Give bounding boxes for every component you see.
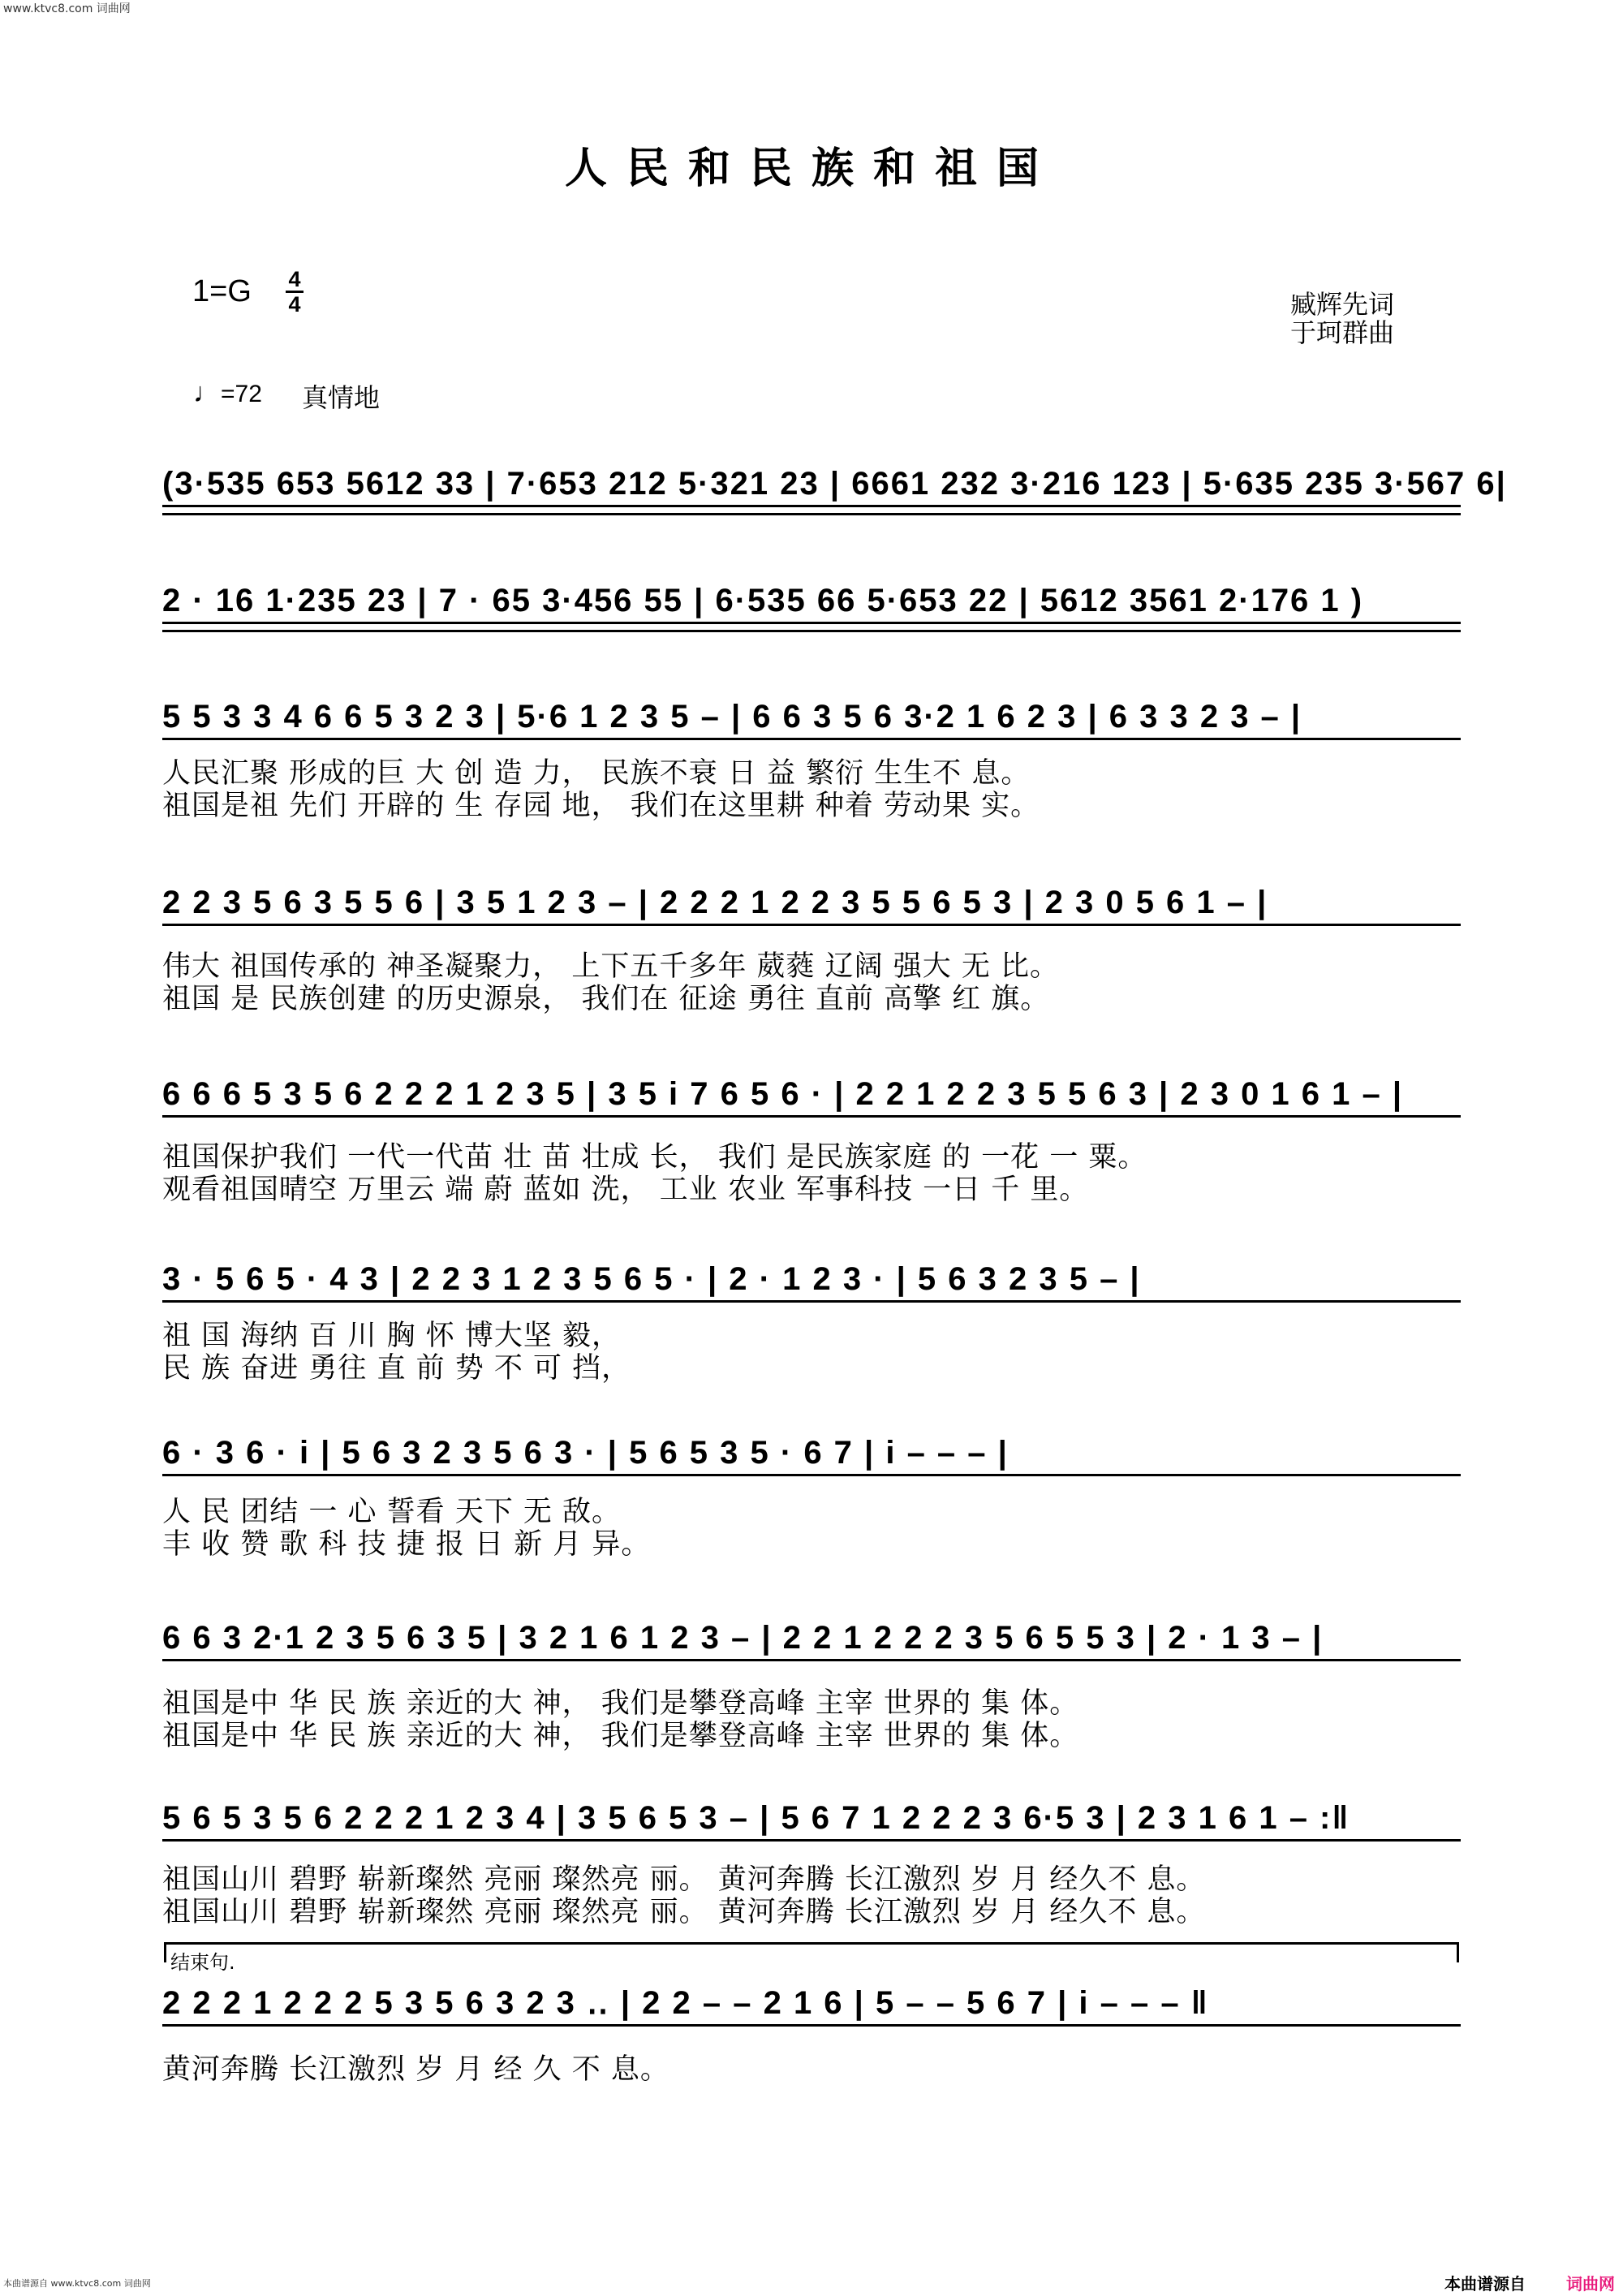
- underline-row-5: [162, 1115, 1461, 1118]
- quarter-note-icon: ♩: [193, 377, 221, 408]
- underline-row-8: [162, 1659, 1461, 1661]
- ending-bracket: [164, 1942, 1459, 1962]
- underline-row-10: [162, 2024, 1461, 2027]
- notation-row-3: 5 5 3 3 4 6 6 5 3 2 3 | 5·6 1 2 3 5 – | 6 6 3 5 6 3·2 1 6 2 3 | 6 3 3 2 3 – |: [162, 699, 1302, 734]
- lyric-row-8-verse-1: 祖国是中 华 民 族 亲近的大 神， 我们是攀登高峰 主宰 世界的 集 体。: [162, 1687, 1079, 1720]
- underline-row-6: [162, 1300, 1461, 1303]
- underline-row-1: [162, 505, 1461, 507]
- notation-row-2: 2 · 16 1·235 23 | 7 · 65 3·456 55 | 6·535 66 5·653 22 | 5612 3561 2·176 1 ): [162, 583, 1364, 618]
- lyric-row-4-verse-1: 伟大 祖国传承的 神圣凝聚力， 上下五千多年 葳蕤 辽阔 强大 无 比。: [162, 950, 1060, 983]
- notation-row-9: 5 6 5 3 5 6 2 2 2 1 2 3 4 | 3 5 6 5 3 – | 5 6 7 1 2 2 2 3 6·5 3 | 2 3 1 6 1 – :‖: [162, 1800, 1350, 1836]
- footer-brand-logo: 词曲网: [1566, 2274, 1615, 2294]
- key-signature: 1=G: [192, 274, 252, 308]
- underline-row-4: [162, 924, 1461, 926]
- notation-row-7: 6 · 3 6 · i | 5 6 3 2 3 5 6 3 · | 5 6 5 3 5 · 6 7 | i – – – |: [162, 1435, 1009, 1471]
- expression-marking: 真情地: [302, 382, 381, 413]
- underline-row-7: [162, 1474, 1461, 1476]
- time-signature-numerator: 4: [288, 267, 301, 291]
- notation-row-10: 2 2 2 1 2 2 2 5 3 5 6 3 2 3 ‥ | 2 2 – – 2 1 6 | 5 – – 5 6 7 | i – – – ‖: [162, 1985, 1209, 2021]
- footer-watermark: 本曲谱源自 www.ktvc8.com 词曲网: [3, 2278, 151, 2289]
- composer-credit: 于珂群曲: [1290, 317, 1395, 348]
- lyric-row-9-verse-2: 祖国山川 碧野 崭新璨然 亮丽 璨然亮 丽。 黄河奔腾 长江激烈 岁 月 经久不 息。: [162, 1896, 1206, 1928]
- lyric-row-7-verse-2: 丰 收 赞 歌 科 技 捷 报 日 新 月 异。: [162, 1528, 651, 1561]
- song-title: 人民和民族和祖国: [564, 144, 1058, 193]
- underline2-row-2: [162, 630, 1461, 632]
- lyric-row-4-verse-2: 祖国 是 民族创建 的历史源泉， 我们在 征途 勇往 直前 高擎 红 旗。: [162, 983, 1050, 1015]
- lyric-row-5-verse-2: 观看祖国晴空 万里云 端 蔚 蓝如 洗， 工业 农业 军事科技 一日 千 里。: [162, 1174, 1089, 1206]
- underline-row-9: [162, 1839, 1461, 1842]
- notation-row-6: 3 · 5 6 5 · 4 3 | 2 2 3 1 2 3 5 6 5 · | 2 · 1 2 3 · | 5 6 3 2 3 5 – |: [162, 1261, 1141, 1297]
- underline-row-3: [162, 738, 1461, 740]
- time-signature: [286, 268, 304, 316]
- time-signature-denominator: 4: [288, 292, 301, 317]
- lyric-row-10-verse-1: 黄河奔腾 长江激烈 岁 月 经 久 不 息。: [162, 2053, 669, 2086]
- footer-source-label: 本曲谱源自: [1444, 2274, 1526, 2294]
- tempo-marking: [193, 377, 262, 409]
- lyric-row-6-verse-1: 祖 国 海纳 百 川 胸 怀 博大坚 毅，: [162, 1320, 622, 1352]
- notation-row-4: 2 2 3 5 6 3 5 5 6 | 3 5 1 2 3 – | 2 2 2 1 2 2 3 5 5 6 5 3 | 2 3 0 5 6 1 – |: [162, 885, 1268, 920]
- lyricist-credit: 臧辉先词: [1290, 289, 1395, 320]
- lyric-row-7-verse-1: 人 民 团结 一 心 誓看 天下 无 敌。: [162, 1496, 622, 1528]
- underline2-row-1: [162, 513, 1461, 515]
- lyric-row-5-verse-1: 祖国保护我们 一代一代苗 壮 苗 壮成 长， 我们 是民族家庭 的 一花 一 粟。: [162, 1141, 1147, 1174]
- lyric-row-3-verse-2: 祖国是祖 先们 开辟的 生 存园 地， 我们在这里耕 种着 劳动果 实。: [162, 790, 1040, 822]
- lyric-row-8-verse-2: 祖国是中 华 民 族 亲近的大 神， 我们是攀登高峰 主宰 世界的 集 体。: [162, 1720, 1079, 1752]
- notation-row-8: 6 6 3 2·1 2 3 5 6 3 5 | 3 2 1 6 1 2 3 – | 2 2 1 2 2 2 3 5 6 5 5 3 | 2 · 1 3 – |: [162, 1620, 1324, 1656]
- notation-row-1: (3·535 653 5612 33 | 7·653 212 5·321 23 | 6661 232 3·216 123 | 5·635 235 3·567 6|: [162, 466, 1507, 502]
- lyric-row-3-verse-1: 人民汇聚 形成的巨 大 创 造 力， 民族不衰 日 益 繁衍 生生不 息。: [162, 757, 1031, 790]
- ending-label: 结束句.: [170, 1951, 235, 1974]
- underline-row-2: [162, 622, 1461, 624]
- lyric-row-9-verse-1: 祖国山川 碧野 崭新璨然 亮丽 璨然亮 丽。 黄河奔腾 长江激烈 岁 月 经久不 息。: [162, 1863, 1206, 1896]
- notation-row-5: 6 6 6 5 3 5 6 2 2 2 1 2 3 5 | 3 5 i 7 6 5 6 · | 2 2 1 2 2 3 5 5 6 3 | 2 3 0 1 6 1 – |: [162, 1076, 1404, 1112]
- lyric-row-6-verse-2: 民 族 奋进 勇往 直 前 势 不 可 挡，: [162, 1352, 631, 1385]
- top-watermark: www.ktvc8.com 词曲网: [3, 2, 131, 15]
- tempo-value: =72: [221, 381, 262, 407]
